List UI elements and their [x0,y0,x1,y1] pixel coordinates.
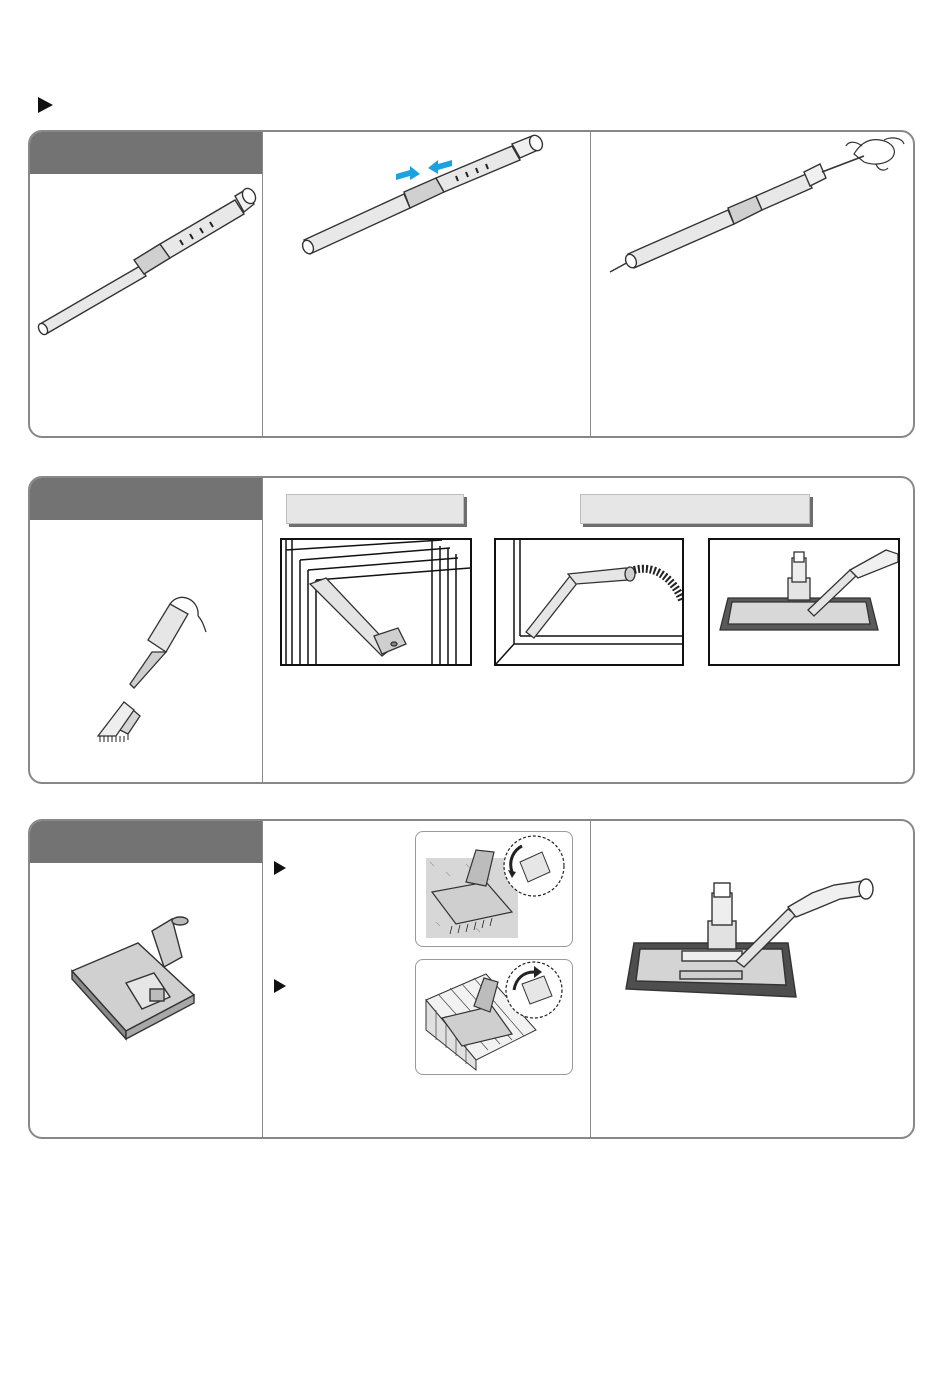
telescopic-pipe-image [30,174,262,434]
hard-floor-mode-image [415,959,573,1075]
usage-label-pill [286,494,464,524]
section-tab [30,132,262,174]
play-arrow-icon [274,861,286,875]
column-divider [590,132,591,436]
window-frame-cleaning-image [280,538,472,666]
section-tab [30,478,262,520]
crevice-tool-image [30,520,262,780]
floor-brush-panel [28,819,915,1139]
column-divider [262,821,263,1137]
pipe-with-hand-image [592,132,914,432]
column-divider [262,478,263,782]
accessory-tools-panel [28,476,915,784]
floor-brush-image [30,863,262,1133]
play-arrow-icon [274,979,286,993]
corner-cleaning-image [494,538,684,666]
telescopic-pipe-panel [28,130,915,438]
pipe-adjust-image [264,132,588,432]
floor-brush-with-pipe-image [620,871,890,1011]
carpet-mode-image [415,831,573,947]
usage-label-pill [580,494,810,524]
section-tab [30,821,262,863]
column-divider [590,821,591,1137]
floor-brush-attach-image [708,538,900,666]
page-title-arrow [38,97,53,113]
column-divider [262,132,263,436]
